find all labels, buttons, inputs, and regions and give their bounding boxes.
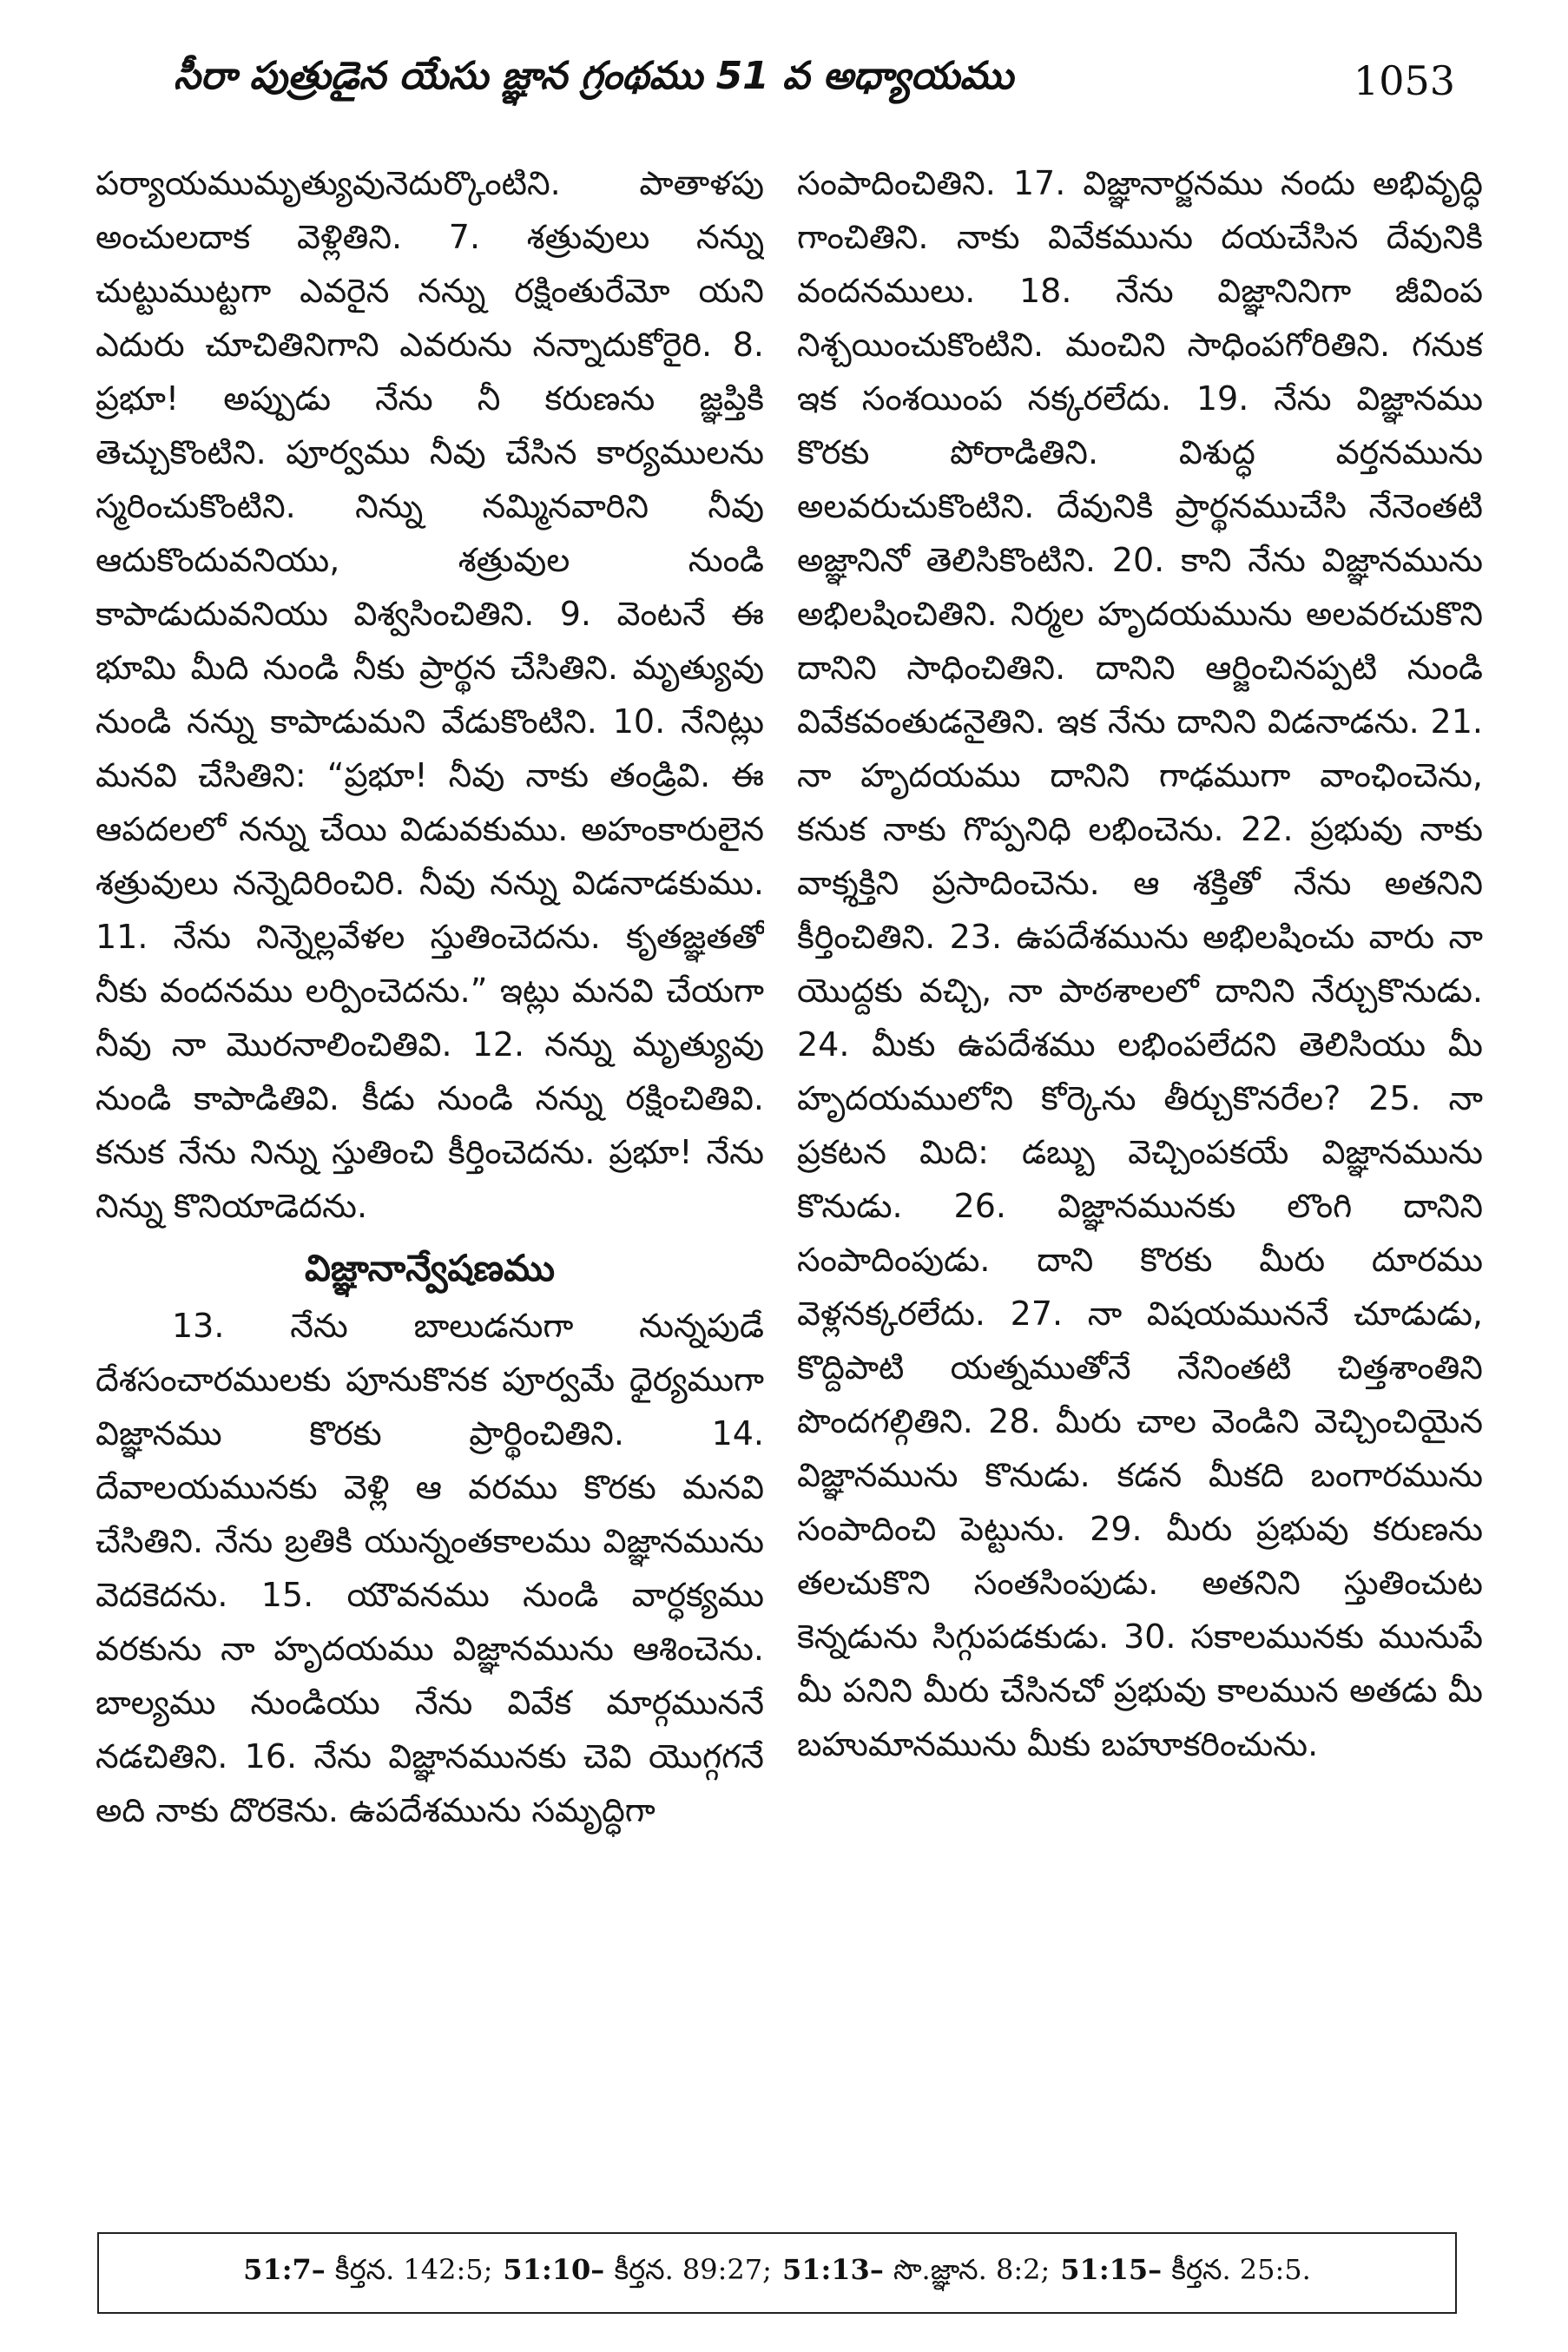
footnote-item: 51:15– కీర్తన. 25:5. bbox=[1060, 2253, 1311, 2286]
left-paragraph-1: పర్యాయముమృత్యువునెదుర్కొంటిని. పాతాళపు అంచులదాక వెళ్లితిని. 7. శత్రువులు నన్ను చుట్టుముట్టగా ఎవరైన నన్ను రక్షింతురేమో యని ఎదురు చూచితినిగాని ఎవరును నన్నాదుకోరైరి. 8. ప్రభూ! అప్పుడు నేను నీ కరుణను జ్ఞప్తికి తెచ్చుకొంటిని. పూర్వము నీవు చేసిన కార్యములను స్మరించుకొంటిని. నిన్ను నమ్మినవారిని నీవు ఆదుకొందువనియు, శత్రువుల నుండి కాపాడుదువనియు విశ్వసించితిని. 9. వెంటనే ఈ భూమి మీది నుండి నీకు ప్రార్థన చేసితిని. మృత్యువు నుండి నన్ను కాపాడుమని వేడుకొంటిని. 10. నేనిట్లు మనవి చేసితిని: “ప్రభూ! నీవు నాకు తండ్రివి. ఈ ఆపదలలో నన్ను చేయి విడువకుము. అహంకారులైన శత్రువులు నన్నెదిరించిరి. నీవు నన్ను విడనాడకుము. 11. నేను నిన్నెల్లవేళల స్తుతించెదను. కృతజ్ఞతతో నీకు వందనము లర్పించెదను.” ఇట్లు మనవి చేయగా నీవు నా మొరనాలించితివి. 12. నన్ను మృత్యువు నుండి కాపాడితివి. కీడు నుండి నన్ను రక్షించితివి. కనుక నేను నిన్ను స్తుతించి కీర్తించెదను. ప్రభూ! నేను నిన్ను కొనియాడెదను. bbox=[96, 164, 764, 1225]
running-title: సీరా పుత్రుడైన యేసు జ్ఞాన గ్రంథము 51 వ అధ్యాయము bbox=[174, 54, 1014, 98]
footnote-text: కీర్తన. 25:5. bbox=[1171, 2253, 1311, 2286]
footnote-item: 51:10– కీర్తన. 89:27; bbox=[503, 2253, 772, 2286]
page-header bbox=[174, 42, 1455, 120]
page-number: 1053 bbox=[1353, 57, 1455, 104]
left-paragraph-2: 13. నేను బాలుడనుగా నున్నపుడే దేశసంచారములకు పూనుకొనక పూర్వమే ధైర్యముగా విజ్ఞానము కొరకు ప్రార్థించితిని. 14. దేవాలయమునకు వెళ్లి ఆ వరము కొరకు మనవి చేసితిని. నేను బ్రతికి యున్నంతకాలము విజ్ఞానమును వెదకెదను. 15. యౌవనము నుండి వార్ధక్యము వరకును నా హృదయము విజ్ఞానమును ఆశించెను. బాల్యము నుండియు నేను వివేక మార్గముననే నడచితిని. 16. నేను విజ్ఞానమునకు చెవి యొగ్గగనే అది నాకు దొరకెను. ఉపదేశమును సమృద్ధిగా bbox=[96, 1307, 764, 1829]
footnote-ref: 51:13 bbox=[781, 2253, 870, 2286]
footnote-text: కీర్తన. 89:27; bbox=[614, 2253, 772, 2286]
section-heading: విజ్ఞానాన్వేషణము bbox=[305, 1247, 555, 1289]
footnote-text: కీర్తన. 142:5; bbox=[334, 2253, 493, 2286]
footnote-item: 51:13– సొ.జ్ఞాన. 8:2; bbox=[781, 2253, 1051, 2286]
footnote-text: సొ.జ్ఞాన. 8:2; bbox=[893, 2253, 1051, 2286]
left-column bbox=[96, 156, 764, 2179]
footnote-ref: 51:10 bbox=[503, 2253, 591, 2286]
footnote-ref: 51:15 bbox=[1060, 2253, 1149, 2286]
right-column bbox=[797, 156, 1483, 2179]
footnote-item: 51:7– కీర్తన. 142:5; bbox=[243, 2253, 493, 2286]
footnote-ref: 51:7 bbox=[243, 2253, 312, 2286]
cross-reference-box bbox=[97, 2232, 1457, 2314]
right-paragraph: సంపాదించితిని. 17. విజ్ఞానార్జనము నందు అభివృద్ధి గాంచితిని. నాకు వివేకమును దయచేసిన దేవునికి వందనములు. 18. నేను విజ్ఞానినిగా జీవింప నిశ్చయించుకొంటిని. మంచిని సాధింపగోరితిని. గనుక ఇక సంశయింప నక్కరలేదు. 19. నేను విజ్ఞానము కొరకు పోరాడితిని. విశుద్ధ వర్తనమును అలవరుచుకొంటిని. దేవునికి ప్రార్థనముచేసి నేనెంతటి అజ్ఞానినో తెలిసికొంటిని. 20. కాని నేను విజ్ఞానమును అభిలషించితిని. నిర్మల హృదయమును అలవరచుకొని దానిని సాధించితిని. దానిని ఆర్జించినప్పటి నుండి వివేకవంతుడనైతిని. ఇక నేను దానిని విడనాడను. 21. నా హృదయము దానిని గాఢముగా వాంఛించెను, కనుక నాకు గొప్పనిధి లభించెను. 22. ప్రభువు నాకు వాక్శక్తిని ప్రసాదించెను. ఆ శక్తితో నేను అతనిని కీర్తించితిని. 23. ఉపదేశమును అభిలషించు వారు నా యొద్దకు వచ్చి, నా పాఠశాలలో దానిని నేర్చుకొనుడు. 24. మీకు ఉపదేశము లభింపలేదని తెలిసియు మీ హృదయములోని కోర్కెను తీర్చుకొనరేల? 25. నా ప్రకటన మిది: డబ్బు వెచ్చింపకయే విజ్ఞానమును కొనుడు. 26. విజ్ఞానమునకు లొంగి దానిని సంపాదింపుడు. దాని కొరకు మీరు దూరము వెళ్లనక్కరలేదు. 27. నా విషయముననే చూడుడు, కొద్దిపాటి యత్నముతోనే నేనింతటి చిత్తశాంతిని పొందగల్గితిని. 28. మీరు చాల వెండిని వెచ్చించియైన విజ్ఞానమును కొనుడు. కడన మీకది బంగారమును సంపాదించి పెట్టును. 29. మీరు ప్రభువు కరుణను తలచుకొని సంతసింపుడు. అతనిని స్తుతించుట కెన్నడును సిగ్గుపడకుడు. 30. సకాలమునకు మునుపే మీ పనిని మీరు చేసినచో ప్రభువు కాలమున అతడు మీ బహుమానమును మీకు బహూకరించును. bbox=[797, 164, 1483, 1763]
